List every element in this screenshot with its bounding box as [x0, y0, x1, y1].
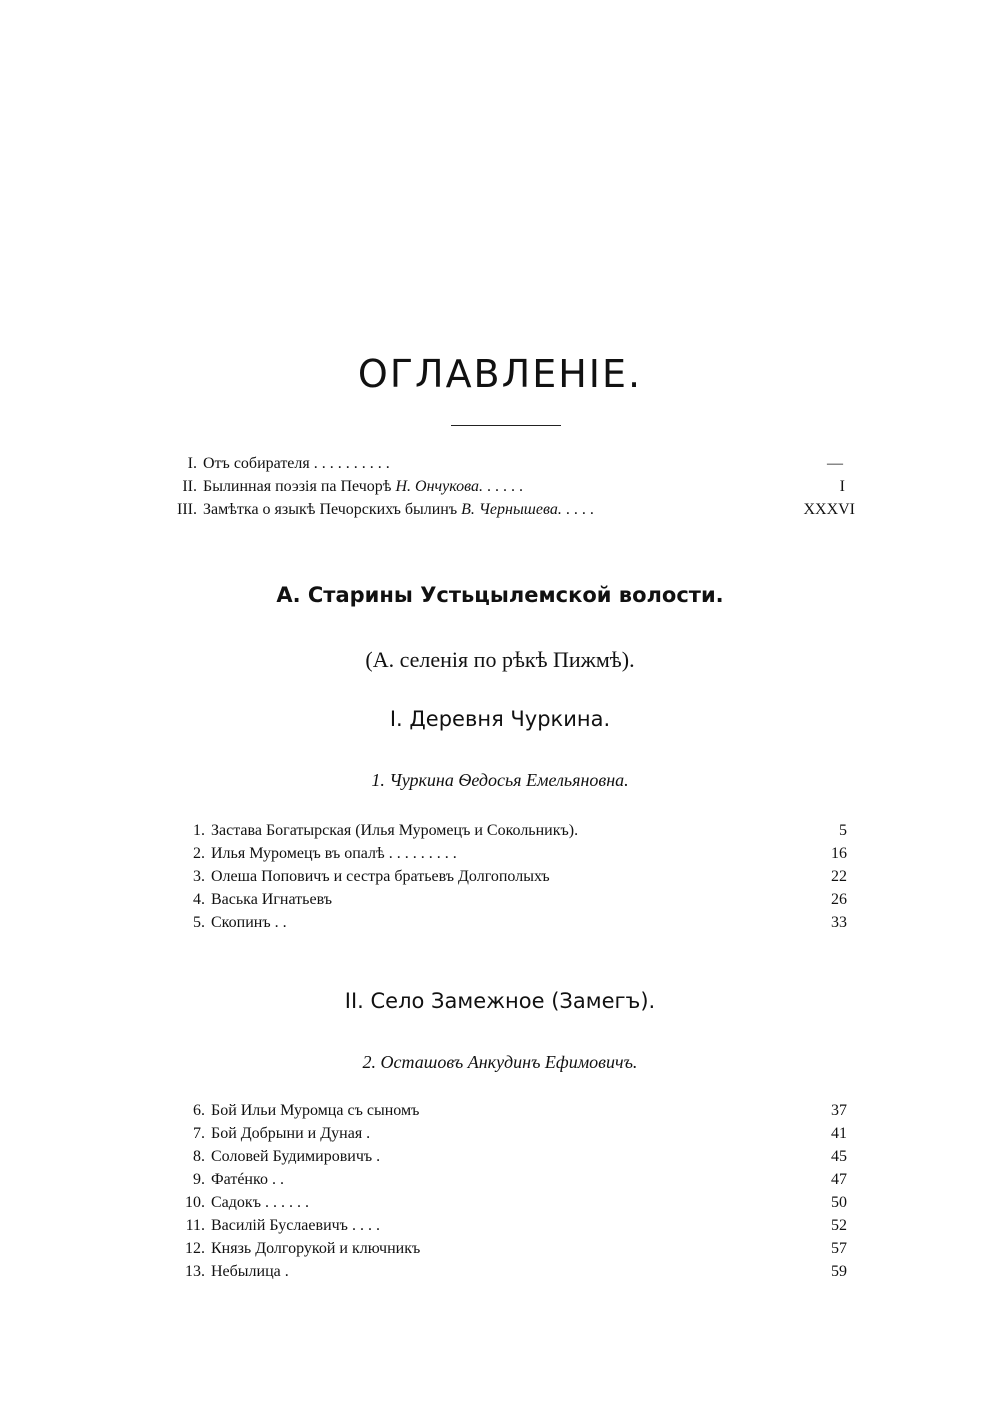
item-num: 13.: [185, 1263, 205, 1280]
intro-row: [165, 452, 855, 475]
item-title: Садокъ . . . . . .: [211, 1194, 309, 1211]
section-subheading: (А. селенія по рѣкѣ Пижмѣ).: [365, 647, 635, 672]
item-title: Соловей Будимировичъ .: [211, 1148, 381, 1165]
item-num: 9.: [193, 1171, 205, 1188]
intro-num: II.: [182, 478, 197, 495]
item-page: 50: [831, 1194, 847, 1211]
list-item: [175, 1214, 847, 1237]
page-title: ОГЛАВЛЕНІЕ.: [357, 352, 643, 396]
item-page: 41: [831, 1125, 847, 1142]
item-title: Илья Муромецъ въ опалѣ . . . . . . . . .: [211, 845, 457, 862]
list-item: [175, 911, 847, 934]
item-page: 59: [831, 1263, 847, 1280]
singer-name: 2. Осташовъ Анкудинъ Ефимовичъ.: [362, 1052, 638, 1072]
list-item: [175, 1260, 847, 1283]
item-page: 33: [831, 914, 847, 931]
village-heading: II. Село Замежное (Замегъ).: [344, 989, 656, 1013]
intro-dots: . . . . . . . . . .: [313, 455, 390, 472]
item-title: Князь Долгорукой и ключникъ: [211, 1240, 421, 1257]
intro-dots: . . . . .: [486, 478, 523, 495]
item-num: 11.: [185, 1217, 205, 1234]
bylina-list: [175, 819, 847, 934]
list-item: [175, 1237, 847, 1260]
item-title: Бой Добрыни и Дуная .: [211, 1125, 371, 1142]
item-num: 1.: [193, 822, 205, 839]
item-page: 45: [831, 1148, 847, 1165]
intro-author: Н. Ончукова.: [395, 478, 483, 495]
item-num: 2.: [193, 845, 205, 862]
singer-name: 1. Чуркина Ѳедосья Емельяновна.: [371, 770, 629, 790]
bylina-list: [175, 1099, 847, 1283]
intro-num: I.: [187, 455, 197, 472]
item-page: 52: [831, 1217, 847, 1234]
intro-text: Отъ собирателя . . . . . . . . . .: [203, 455, 390, 472]
title-rule: [451, 425, 561, 426]
intro-page: —: [827, 455, 843, 472]
list-item: [175, 1099, 847, 1122]
item-num: 12.: [185, 1240, 205, 1257]
intro-row: [165, 475, 855, 498]
item-page: 37: [831, 1102, 847, 1119]
item-num: 4.: [193, 891, 205, 908]
item-page: 26: [831, 891, 847, 908]
list-item: [175, 842, 847, 865]
intro-author: В. Чернышева.: [461, 501, 562, 518]
item-page: 47: [831, 1171, 847, 1188]
item-num: 3.: [193, 868, 205, 885]
item-title: Василій Буслаевичъ . . . .: [211, 1217, 380, 1234]
village-heading: I. Деревня Чуркина.: [389, 707, 611, 731]
item-title: Скопинъ . .: [211, 914, 287, 931]
intro-text: Замѣтка о языкѣ Печорскихъ былинъ В. Чернышева. . . . .: [203, 501, 594, 518]
intro-page: I: [839, 478, 845, 495]
list-item: [175, 819, 847, 842]
item-num: 8.: [193, 1148, 205, 1165]
item-page: 5: [839, 822, 847, 839]
list-item: [175, 1168, 847, 1191]
item-title: Застава Богатырская (Илья Муромецъ и Сокольникъ).: [211, 822, 579, 839]
item-num: 10.: [185, 1194, 205, 1211]
item-title: Олеша Поповичъ и сестра братьевъ Долгополыхъ: [211, 868, 550, 885]
item-page: 22: [831, 868, 847, 885]
list-item: [175, 1122, 847, 1145]
section-heading: А. Старины Устьцылемской волости.: [276, 583, 724, 607]
item-page: 57: [831, 1240, 847, 1257]
item-title: Бой Ильи Муромца съ сыномъ: [211, 1102, 420, 1119]
item-title: Васька Игнатьевъ: [211, 891, 332, 908]
item-num: 6.: [193, 1102, 205, 1119]
intro-text: Былинная поэзія па Печорѣ Н. Ончукова. . . . . .: [203, 478, 523, 495]
list-item: [175, 1145, 847, 1168]
intro-list: [165, 452, 855, 521]
item-title: Небылица .: [211, 1263, 289, 1280]
item-num: 7.: [193, 1125, 205, 1142]
intro-page: XXXVI: [803, 501, 855, 518]
intro-dots: . . . .: [565, 501, 594, 518]
intro-row: [165, 498, 855, 521]
item-title: Фатéнко . .: [211, 1171, 284, 1188]
item-num: 5.: [193, 914, 205, 931]
list-item: [175, 1191, 847, 1214]
list-item: [175, 888, 847, 911]
list-item: [175, 865, 847, 888]
intro-num: III.: [177, 501, 197, 518]
item-page: 16: [831, 845, 847, 862]
